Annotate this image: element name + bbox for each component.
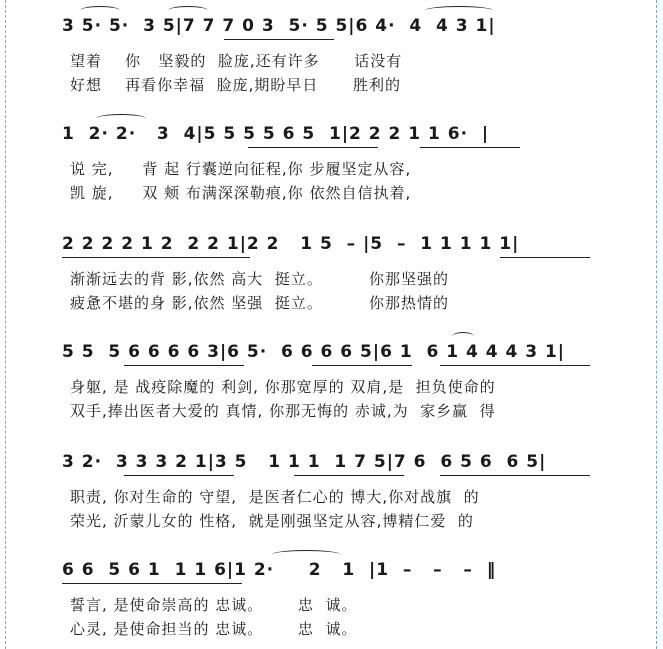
lyric-line-verse-2: 荣光, 沂蒙儿女的 性格, 就是刚强坚定从容,博精仁爱 的 bbox=[70, 512, 474, 530]
lyric-line-verse-1: 职责, 你对生命的 守望, 是医者仁心的 博大,你对战旗 的 bbox=[70, 488, 480, 506]
lyric-line-verse-1: 说 完, 背 起 行囊逆向征程,你 步履坚定从容, bbox=[70, 160, 412, 178]
lyric-line-verse-2: 好想 再看你幸福 脸庞,期盼早日 胜利的 bbox=[70, 76, 401, 94]
lyric-line-verse-1: 渐渐远去的背 影,依然 高大 挺立。 你那坚强的 bbox=[70, 270, 449, 288]
lyric-line-verse-2: 凯 旋, 双 颊 布满深深勒痕,你 依然自信执着, bbox=[70, 184, 412, 202]
beam-line bbox=[312, 365, 412, 366]
page-border-right bbox=[656, 0, 657, 649]
notation-line: 3 2· 3 3 3 2 1|3 5 1 1 1 1 7 5|7 6 6 5 6 6 5| bbox=[62, 452, 547, 472]
beam-line bbox=[124, 475, 234, 476]
notation-line: 3 5· 5· 3 5|7 7 7 0 3 5· 5 5|6 4· 4 4 3 1| bbox=[62, 16, 496, 36]
beam-line bbox=[62, 257, 250, 258]
beam-line bbox=[294, 475, 404, 476]
lyric-line-verse-1: 誓言, 是使命崇高的 忠诚。 忠 诚。 bbox=[70, 596, 358, 614]
beam-line bbox=[500, 257, 590, 258]
notation-line: 5 5 5 6 6 6 6 3|6 5· 6 6 6 6 5|6 1 6 1 4 4 4 3 1| bbox=[62, 342, 566, 362]
lyric-line-verse-2: 疲惫不堪的身 影,依然 坚强 挺立。 你那热情的 bbox=[70, 294, 449, 312]
beam-line bbox=[440, 365, 590, 366]
lyric-line-verse-2: 双手,捧出医者大爱的 真情, 你那无悔的 赤诚,为 家乡赢 得 bbox=[70, 402, 496, 420]
lyric-line-verse-2: 心灵, 是使命担当的 忠诚。 忠 诚。 bbox=[70, 620, 358, 638]
page-border-left bbox=[5, 0, 6, 649]
beam-line bbox=[62, 583, 242, 584]
lyric-line-verse-1: 望着 你 坚毅的 脸庞,还有许多 话没有 bbox=[70, 52, 403, 70]
beam-line bbox=[224, 39, 334, 40]
notation-line: 6 6 5 6 1 1 1 6|1 2· 2 1 |1 – – – ‖ bbox=[62, 560, 497, 580]
notation-line: 1 2· 2· 3 4|5 5 5 5 6 5 1|2 2 2 1 1 6· | bbox=[62, 124, 490, 144]
beam-line bbox=[420, 147, 520, 148]
lyric-line-verse-1: 身躯, 是 战疫除魔的 利剑, 你那宽厚的 双肩,是 担负使命的 bbox=[70, 378, 496, 396]
beam-line bbox=[440, 475, 590, 476]
notation-line: 2 2 2 2 1 2 2 2 1|2 2 1 5 – |5 – 1 1 1 1 1| bbox=[62, 234, 520, 254]
beam-line bbox=[248, 147, 378, 148]
beam-line bbox=[124, 365, 244, 366]
